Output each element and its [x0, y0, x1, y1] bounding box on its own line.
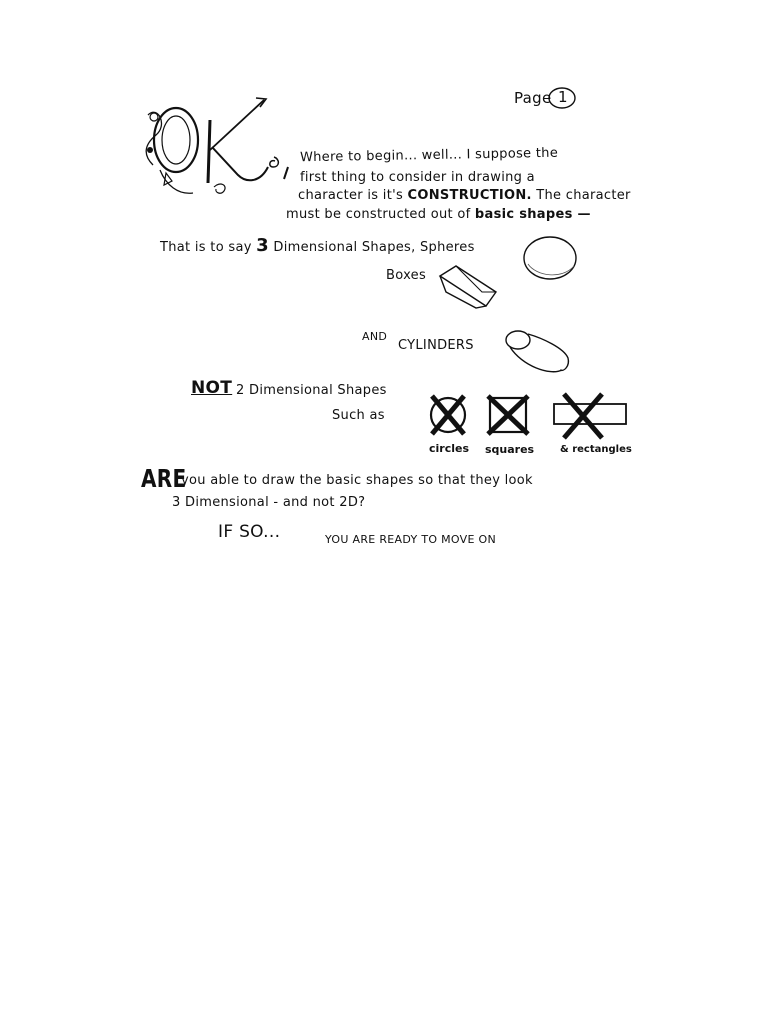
construction-word: CONSTRUCTION. [407, 188, 532, 203]
cylinders-label: CYLINDERS [398, 338, 474, 353]
label-circles: circles [429, 442, 470, 455]
not-2d-line-1: 2 Dimensional Shapes [236, 383, 387, 398]
not-label: NOT [191, 378, 233, 398]
page-number: 1 [558, 88, 568, 106]
ornamental-ok-logo [138, 95, 288, 205]
move-on-label: YOU ARE READY TO MOVE ON [325, 533, 497, 546]
label-rectangles: & rectangles [560, 444, 632, 455]
sphere-drawing [522, 234, 582, 284]
intro-line-3-a: character is it's [298, 188, 404, 203]
intro-line-2: first thing to consider in drawing a [300, 170, 535, 185]
intro-line-4-a: must be constructed out of [286, 207, 471, 222]
crossed-circle [431, 396, 465, 434]
intro-line-4 [286, 207, 591, 222]
three-digit: 3 [256, 235, 269, 256]
and-label: AND [362, 330, 388, 343]
intro-line-3 [298, 188, 631, 203]
intro-line-3-c: The character [536, 188, 631, 203]
intro-line-5 [160, 235, 475, 256]
cylinder-drawing [502, 326, 572, 378]
box-drawing [436, 262, 502, 312]
boxes-label: Boxes [386, 268, 427, 283]
question-line-2: 3 Dimensional - and not 2D? [172, 495, 366, 510]
intro-line-5-c: Dimensional Shapes, Spheres [273, 240, 475, 255]
not-2d-line-2: Such as [332, 408, 385, 423]
basic-shapes-word: basic shapes — [474, 207, 591, 222]
crossed-rectangle [554, 394, 626, 438]
intro-line-1: Where to begin... well... I suppose the [299, 145, 559, 166]
label-squares: squares [485, 443, 535, 456]
page-label: Page [514, 89, 552, 107]
crossed-2d-shapes [426, 390, 636, 440]
crossed-square [488, 396, 528, 434]
question-line-1: you able to draw the basic shapes so that they look [181, 473, 533, 488]
if-so-label: IF SO... [218, 522, 281, 542]
are-word: ARE [141, 463, 187, 493]
intro-line-5-a: That is to say [160, 240, 252, 255]
